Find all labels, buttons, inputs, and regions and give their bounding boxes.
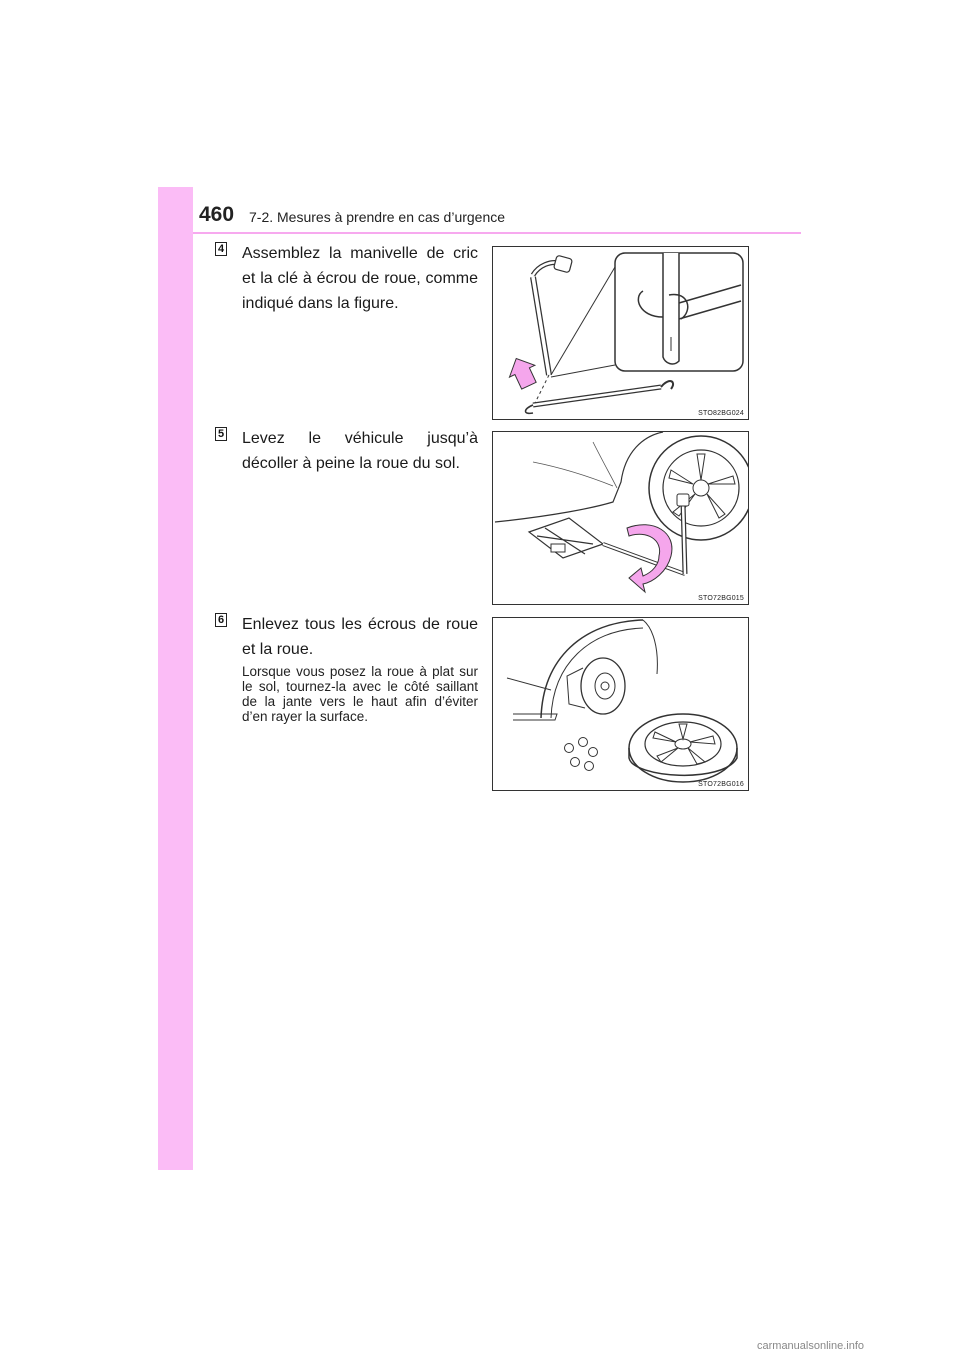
- page-number: 460: [199, 203, 235, 226]
- figure-code: STO82BG024: [698, 410, 744, 417]
- raise-vehicle-illustration: [493, 432, 749, 605]
- figure-raise-vehicle: [492, 431, 749, 605]
- section-title: 7-2. Mesures à prendre en cas d’urgence: [249, 209, 506, 225]
- step-instruction: Enlevez tous les écrous de roue et la roue.: [242, 616, 478, 658]
- step-instruction: Levez le véhicule jusqu’à décoller à peine la roue du sol.: [242, 430, 478, 472]
- step-number-badge: 5: [215, 427, 227, 441]
- step-number-badge: 4: [215, 242, 227, 256]
- remove-wheel-illustration: [493, 618, 749, 791]
- figure-remove-wheel: [492, 617, 749, 791]
- watermark[interactable]: carmanualsonline.info: [757, 1340, 865, 1352]
- chapter-side-band: [158, 187, 193, 1170]
- figure-code: STO72BG015: [698, 595, 744, 602]
- figure-assemble-jack-handle: [492, 246, 749, 420]
- step-instruction: Assemblez la manivelle de cric et la clé à écrou de roue, comme indiqué dans la figure.: [242, 245, 478, 312]
- jack-handle-assembly-illustration: [493, 247, 749, 420]
- step-number-badge: 6: [215, 613, 227, 627]
- header-rule: [193, 232, 801, 234]
- figure-code: STO72BG016: [698, 781, 744, 788]
- step-note: Lorsque vous posez la roue à plat sur le sol, tournez-la avec le côté saillant de la jante vers le haut afin d’éviter d’en rayer la surface.: [242, 664, 478, 724]
